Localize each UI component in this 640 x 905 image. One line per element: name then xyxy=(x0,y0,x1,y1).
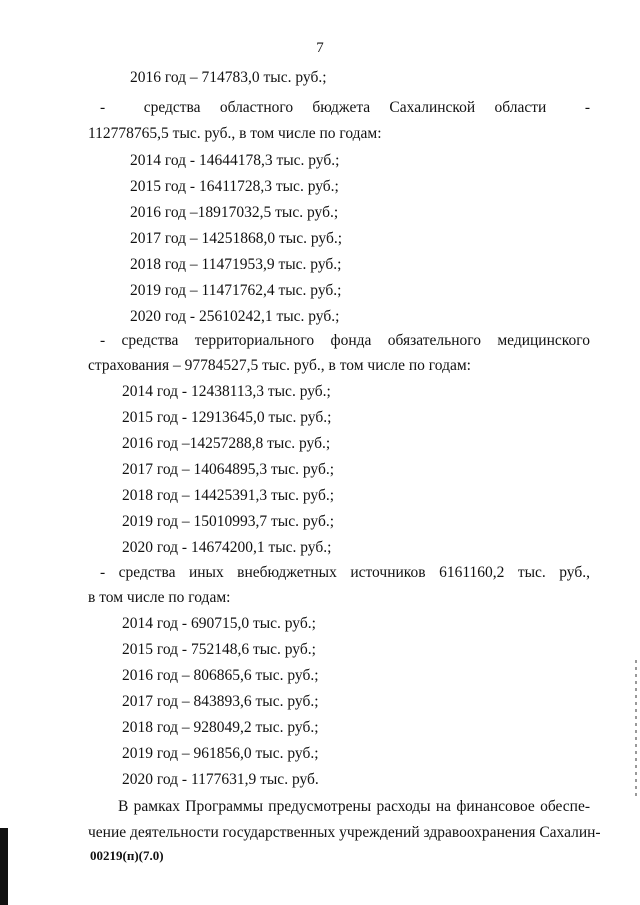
year-line: 2019 год – 961856,0 тыс. руб.; xyxy=(122,745,319,762)
year-line: 2017 год – 14064895,3 тыс. руб.; xyxy=(122,461,335,478)
year-line: 2014 год - 14644178,3 тыс. руб.; xyxy=(130,152,340,169)
year-line: 2015 год - 16411728,3 тыс. руб.; xyxy=(130,178,339,195)
year-line: 2018 год – 928049,2 тыс. руб.; xyxy=(122,719,319,736)
territorial-fund-total: страхования – 97784527,5 тыс. руб., в том числе по годам: xyxy=(88,357,471,374)
bullet-regional-budget: - средства областного бюджета Сахалинской области - xyxy=(100,99,590,116)
year-line: 2018 год – 11471953,9 тыс. руб.; xyxy=(130,256,342,273)
year-line: 2017 год – 843893,6 тыс. руб.; xyxy=(122,693,319,710)
year-line: 2016 год –14257288,8 тыс. руб.; xyxy=(122,435,331,452)
year-line: 2019 год – 11471762,4 тыс. руб.; xyxy=(130,282,342,299)
document-code: 00219(п)(7.0) xyxy=(90,848,164,863)
year-line: 2020 год - 1177631,9 тыс. руб. xyxy=(122,771,319,788)
year-line: 2014 год - 12438113,3 тыс. руб.; xyxy=(122,383,331,400)
regional-budget-total: 112778765,5 тыс. руб., в том числе по годам: xyxy=(88,125,382,142)
bullet-other-sources: - средства иных внебюджетных источников 6161160,2 тыс. руб., xyxy=(100,564,590,581)
paragraph-line: чение деятельности государственных учреждений здравоохранения Сахалин- xyxy=(88,824,601,841)
scan-edge-artifact xyxy=(635,660,637,800)
year-line: 2020 год - 14674200,1 тыс. руб.; xyxy=(122,539,332,556)
year-line: 2019 год – 15010993,7 тыс. руб.; xyxy=(122,513,335,530)
bullet-territorial-fund: - средства территориального фонда обязательного медицинского xyxy=(100,332,590,349)
year-line: 2016 год – 714783,0 тыс. руб.; xyxy=(130,69,327,86)
year-line: 2015 год - 752148,6 тыс. руб.; xyxy=(122,641,316,658)
year-line: 2018 год – 14425391,3 тыс. руб.; xyxy=(122,487,335,504)
year-line: 2015 год - 12913645,0 тыс. руб.; xyxy=(122,409,332,426)
year-line: 2020 год - 25610242,1 тыс. руб.; xyxy=(130,308,340,325)
page-number: 7 xyxy=(316,40,324,56)
scan-binder-mark xyxy=(0,828,8,905)
year-line: 2016 год – 806865,6 тыс. руб.; xyxy=(122,667,319,684)
paragraph-first-line: В рамках Программы предусмотрены расходы на финансовое обеспе- xyxy=(118,798,590,815)
other-sources-subhead: в том числе по годам: xyxy=(88,589,231,606)
year-line: 2016 год –18917032,5 тыс. руб.; xyxy=(130,204,339,221)
year-line: 2014 год - 690715,0 тыс. руб.; xyxy=(122,615,316,632)
year-line: 2017 год – 14251868,0 тыс. руб.; xyxy=(130,230,343,247)
